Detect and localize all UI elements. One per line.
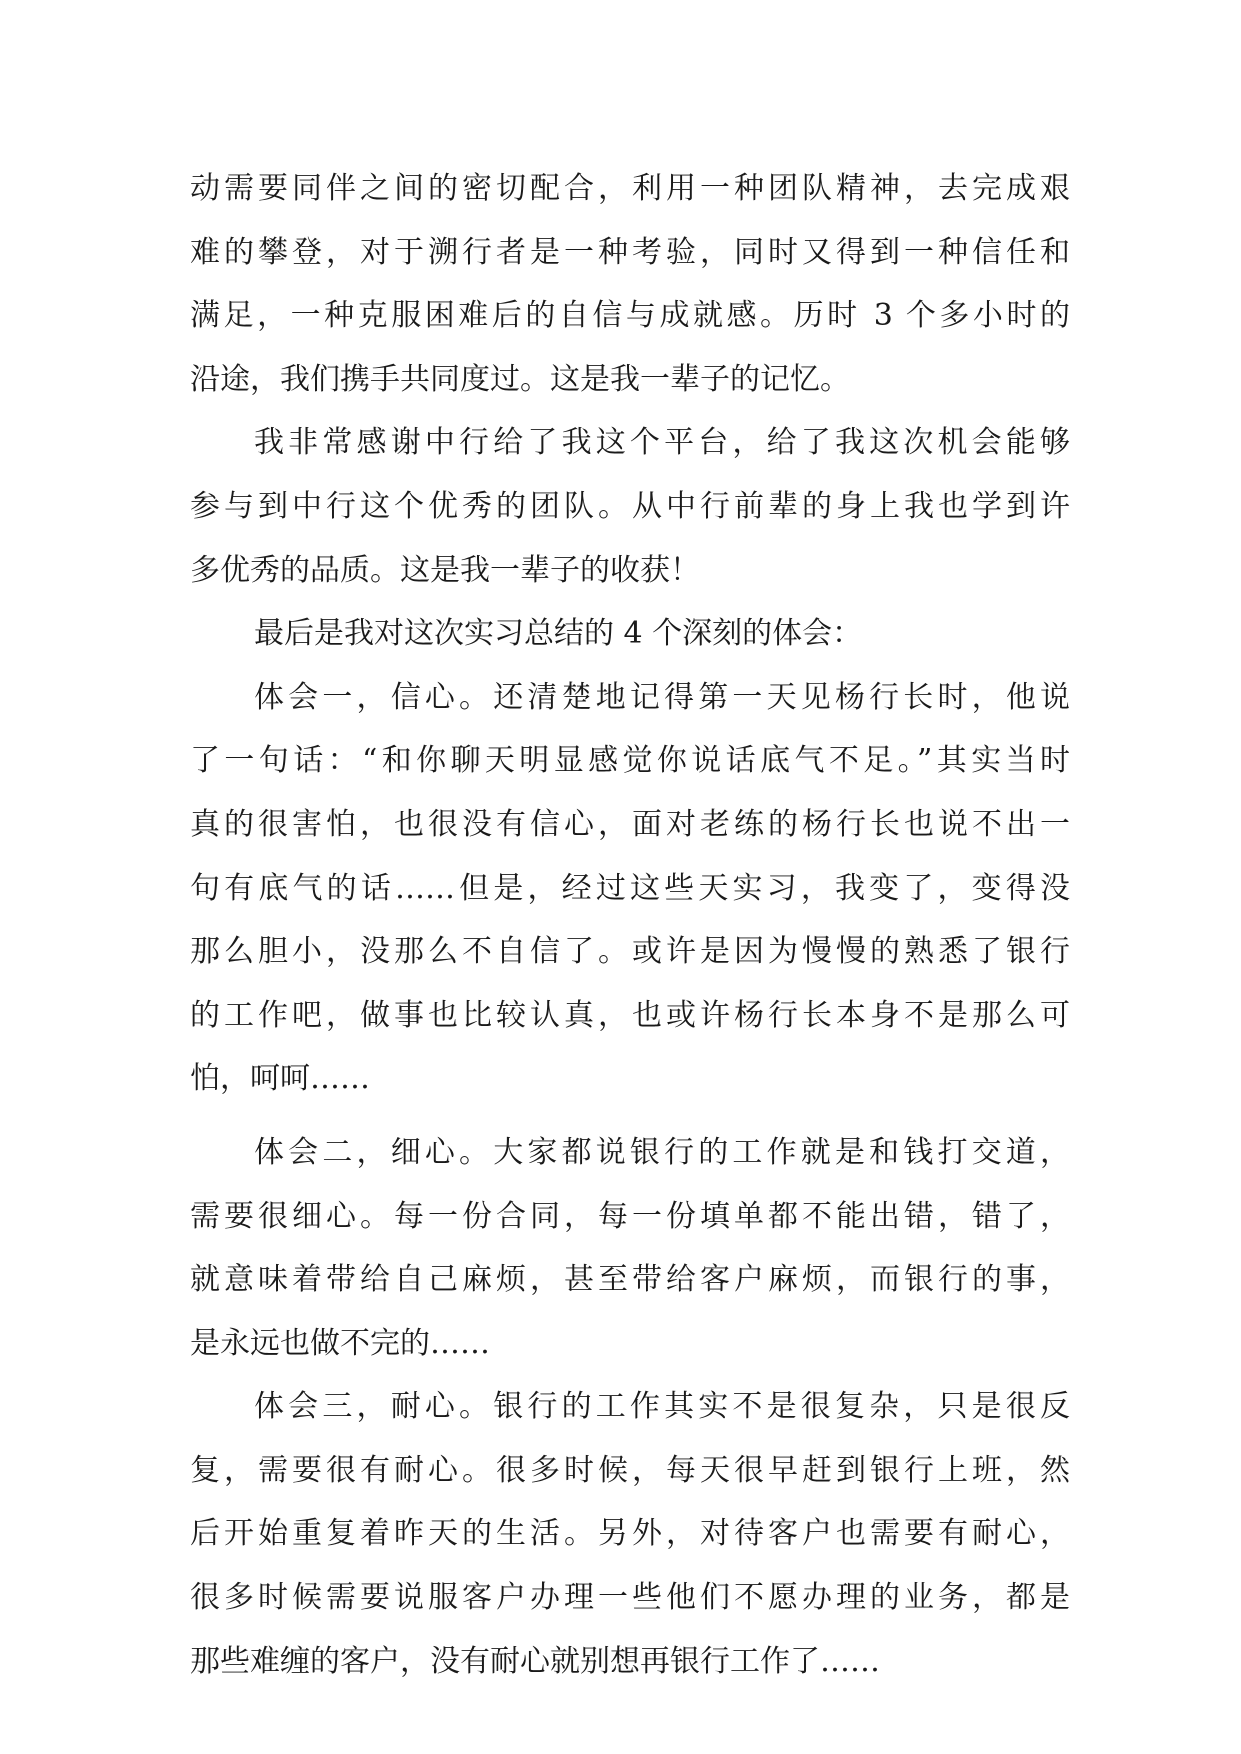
document-body [190, 157, 1070, 1693]
p4-line-7: 怕，呵呵…… [190, 1061, 370, 1097]
p3-line-1: 最后是我对这次实习总结的 4 个深刻的体会： [254, 616, 863, 652]
p1-line-4: 沿途，我们携手共同度过。这是我一辈子的记忆。 [190, 361, 850, 397]
p2-line-1: 我非常感谢中行给了我这个平台，给了我这次机会能够 [254, 425, 1070, 461]
p4-line-5: 那么胆小，没那么不自信了。或许是因为慢慢的熟悉了银行 [190, 934, 1070, 970]
p2-line-2: 参与到中行这个优秀的团队。从中行前辈的身上我也学到许 [190, 488, 1070, 524]
p6-line-4: 很多时候需要说服客户办理一些他们不愿办理的业务，都是 [190, 1580, 1070, 1616]
p4-line-4: 句有底气的话……但是，经过这些天实习，我变了，变得没 [190, 870, 1070, 906]
p4-line-3: 真的很害怕，也很没有信心，面对老练的杨行长也说不出一 [190, 806, 1070, 842]
p1-line-3: 满足，一种克服困难后的自信与成就感。历时 3 个多小时的 [190, 298, 1070, 334]
p5-line-4: 是永远也做不完的…… [190, 1325, 490, 1361]
p4-line-1: 体会一，信心。还清楚地记得第一天见杨行长时，他说 [254, 679, 1070, 715]
p2-line-3: 多优秀的品质。这是我一辈子的收获！ [190, 552, 700, 588]
p6-line-1: 体会三，耐心。银行的工作其实不是很复杂，只是很反 [254, 1389, 1070, 1425]
p1-line-2: 难的攀登，对于溯行者是一种考验，同时又得到一种信任和 [190, 234, 1070, 270]
p6-line-2: 复，需要很有耐心。很多时候，每天很早赶到银行上班，然 [190, 1452, 1070, 1488]
p4-line-2: 了一句话：“和你聊天明显感觉你说话底气不足。”其实当时 [190, 743, 1070, 779]
p5-line-3: 就意味着带给自己麻烦，甚至带给客户麻烦，而银行的事， [190, 1262, 1070, 1298]
p5-line-2: 需要很细心。每一份合同，每一份填单都不能出错，错了， [190, 1198, 1070, 1234]
p6-line-5: 那些难缠的客户，没有耐心就别想再银行工作了…… [190, 1643, 880, 1679]
p4-line-6: 的工作吧，做事也比较认真，也或许杨行长本身不是那么可 [190, 997, 1070, 1033]
p6-line-3: 后开始重复着昨天的生活。另外，对待客户也需要有耐心， [190, 1516, 1070, 1552]
p1-line-1: 动需要同伴之间的密切配合，利用一种团队精神，去完成艰 [190, 171, 1070, 206]
p5-line-1: 体会二，细心。大家都说银行的工作就是和钱打交道， [254, 1134, 1070, 1170]
